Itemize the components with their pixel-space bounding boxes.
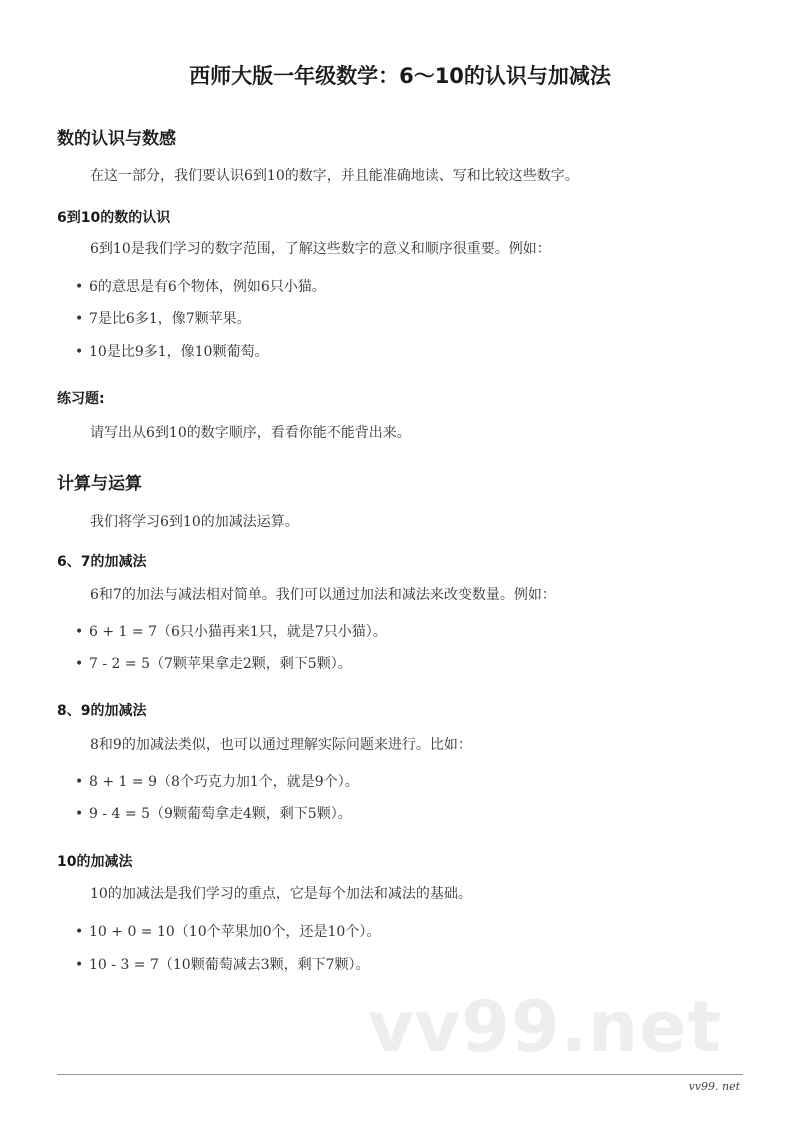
subsection-heading: 6到10的数的认识 <box>57 210 171 226</box>
bullet-icon: • <box>75 624 84 640</box>
list-item-text: 9 - 4 = 5（9颗葡萄拿走4颗，剩下5颗）。 <box>89 806 352 822</box>
list-item-text: 7 - 2 = 5（7颗苹果拿走2颗，剩下5颗）。 <box>89 656 352 672</box>
list-item <box>75 921 380 941</box>
list-item <box>75 276 326 296</box>
bullet-icon: • <box>75 924 84 940</box>
watermark: vv99.net <box>368 986 723 1068</box>
list-item-text: 6 + 1 = 7（6只小猫再来1只，就是7只小猫）。 <box>89 624 387 640</box>
footer-site: vv99. net <box>688 1080 740 1093</box>
bullet-icon: • <box>75 957 84 973</box>
bullet-icon: • <box>75 311 84 327</box>
paragraph: 8和9的加减法类似，也可以通过理解实际问题来进行。比如： <box>90 737 472 753</box>
paragraph: 6和7的加法与减法相对简单。我们可以通过加法和减法来改变数量。例如： <box>90 587 556 603</box>
list-item <box>75 621 387 641</box>
bullet-icon: • <box>75 806 84 822</box>
list-item-text: 6的意思是有6个物体，例如6只小猫。 <box>89 279 326 295</box>
page-title: 西师大版一年级数学：6～10的认识与加减法 <box>189 64 611 88</box>
paragraph: 6到10是我们学习的数字范围，了解这些数字的意义和顺序很重要。例如： <box>90 241 551 257</box>
list-item <box>75 653 352 673</box>
footer-divider <box>57 1074 743 1075</box>
subsection-heading: 8、9的加减法 <box>57 703 147 719</box>
bullet-icon: • <box>75 656 84 672</box>
list-item <box>75 954 370 974</box>
exercise-heading: 练习题: <box>57 391 105 407</box>
list-item-text: 10 + 0 = 10（10个苹果加0个，还是10个）。 <box>89 924 381 940</box>
subsection-heading: 10的加减法 <box>57 854 133 870</box>
list-item <box>75 771 359 791</box>
list-item-text: 8 + 1 = 9（8个巧克力加1个，就是9个）。 <box>89 774 359 790</box>
section-heading-number-sense: 数的认识与数感 <box>57 129 176 149</box>
list-item-text: 7是比6多1，像7颗苹果。 <box>89 311 251 327</box>
paragraph: 10的加减法是我们学习的重点，它是每个加法和减法的基础。 <box>90 886 472 902</box>
bullet-icon: • <box>75 774 84 790</box>
list-item-text: 10 - 3 = 7（10颗葡萄减去3颗，剩下7颗）。 <box>89 957 370 973</box>
section-intro: 在这一部分，我们要认识6到10的数字，并且能准确地读、写和比较这些数字。 <box>90 168 579 184</box>
list-item <box>75 341 268 361</box>
list-item <box>75 803 352 823</box>
section-intro: 我们将学习6到10的加减法运算。 <box>90 514 299 530</box>
subsection-heading: 6、7的加减法 <box>57 554 147 570</box>
exercise-text: 请写出从6到10的数字顺序，看看你能不能背出来。 <box>90 425 411 441</box>
list-item <box>75 308 251 328</box>
bullet-icon: • <box>75 279 84 295</box>
list-item-text: 10是比9多1，像10颗葡萄。 <box>89 344 269 360</box>
section-heading-calculation: 计算与运算 <box>57 474 142 494</box>
bullet-icon: • <box>75 344 84 360</box>
